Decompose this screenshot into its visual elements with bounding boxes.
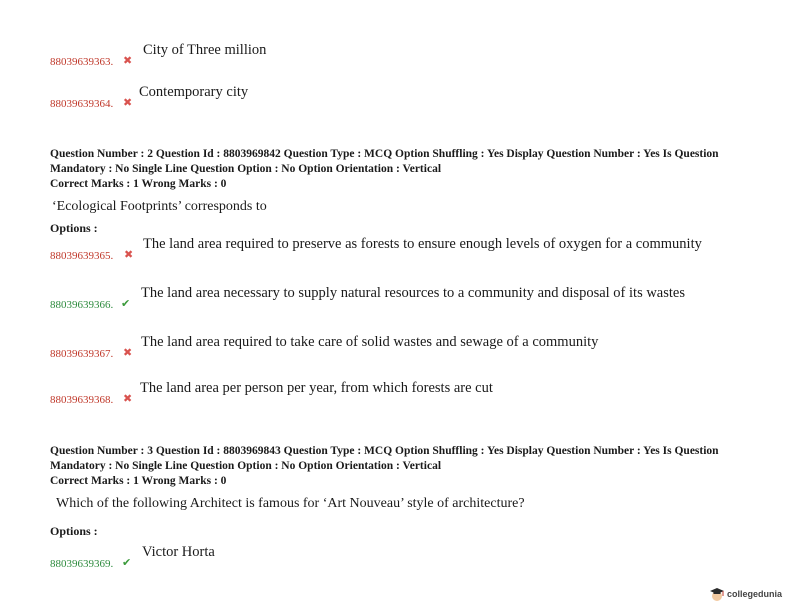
wrong-mark-icon: ✖	[123, 54, 133, 67]
correct-check-icon: ✔	[122, 556, 132, 569]
option-text: Contemporary city	[139, 84, 249, 100]
meta-line: Mandatory : No Single Line Question Option : No Option Orientation : Vertical	[50, 163, 442, 175]
wrong-mark-icon: ✖	[124, 248, 134, 261]
option-row	[50, 287, 752, 311]
correct-check-icon: ✔	[121, 297, 131, 310]
question-3-text: Which of the following Architect is famous for ‘Art Nouveau’ style of architecture?	[56, 496, 525, 511]
option-id: 88039639369.	[50, 558, 114, 570]
option-row	[50, 86, 752, 110]
option-id: 88039639368.	[50, 394, 114, 406]
option-id: 88039639363.	[50, 56, 114, 68]
options-label: Options :	[50, 221, 98, 235]
meta-line: Question Number : 3 Question Id : 8803969843 Question Type : MCQ Option Shuffling : Yes Display Question Number : Yes Is Question	[50, 445, 719, 457]
option-row	[50, 546, 752, 570]
question-3-meta	[50, 444, 770, 489]
options-label: Options :	[50, 524, 98, 538]
marks-line: Correct Marks : 1 Wrong Marks : 0	[50, 475, 227, 487]
wrong-mark-icon: ✖	[123, 96, 133, 109]
collegedunia-logo	[709, 586, 782, 602]
marks-line: Correct Marks : 1 Wrong Marks : 0	[50, 178, 227, 190]
logo-brand-text: collegedunia	[726, 589, 782, 599]
option-id: 88039639367.	[50, 348, 114, 360]
option-row	[50, 238, 752, 262]
wrong-mark-icon: ✖	[123, 346, 133, 359]
graduation-cap-icon	[709, 586, 725, 602]
meta-line: Question Number : 2 Question Id : 8803969842 Question Type : MCQ Option Shuffling : Yes Display Question Number : Yes Is Question	[50, 148, 719, 160]
option-row	[50, 336, 752, 360]
option-text: The land area necessary to supply natural resources to a community and disposal of its wastes	[141, 285, 685, 301]
option-id: 88039639366.	[50, 299, 114, 311]
option-text: The land area per person per year, from which forests are cut	[140, 380, 493, 396]
question-2-text: ‘Ecological Footprints’ corresponds to	[52, 199, 267, 214]
meta-line: Mandatory : No Single Line Question Option : No Option Orientation : Vertical	[50, 460, 442, 472]
option-id: 88039639365.	[50, 250, 114, 262]
option-row	[50, 44, 752, 68]
option-row	[50, 382, 752, 406]
wrong-mark-icon: ✖	[123, 392, 133, 405]
question-2-meta	[50, 147, 770, 192]
option-text: Victor Horta	[142, 544, 215, 560]
option-text: City of Three million	[143, 42, 267, 58]
option-text: The land area required to take care of solid wastes and sewage of a community	[141, 334, 599, 350]
option-id: 88039639364.	[50, 98, 114, 110]
option-text: The land area required to preserve as forests to ensure enough levels of oxygen for a community	[143, 236, 702, 252]
